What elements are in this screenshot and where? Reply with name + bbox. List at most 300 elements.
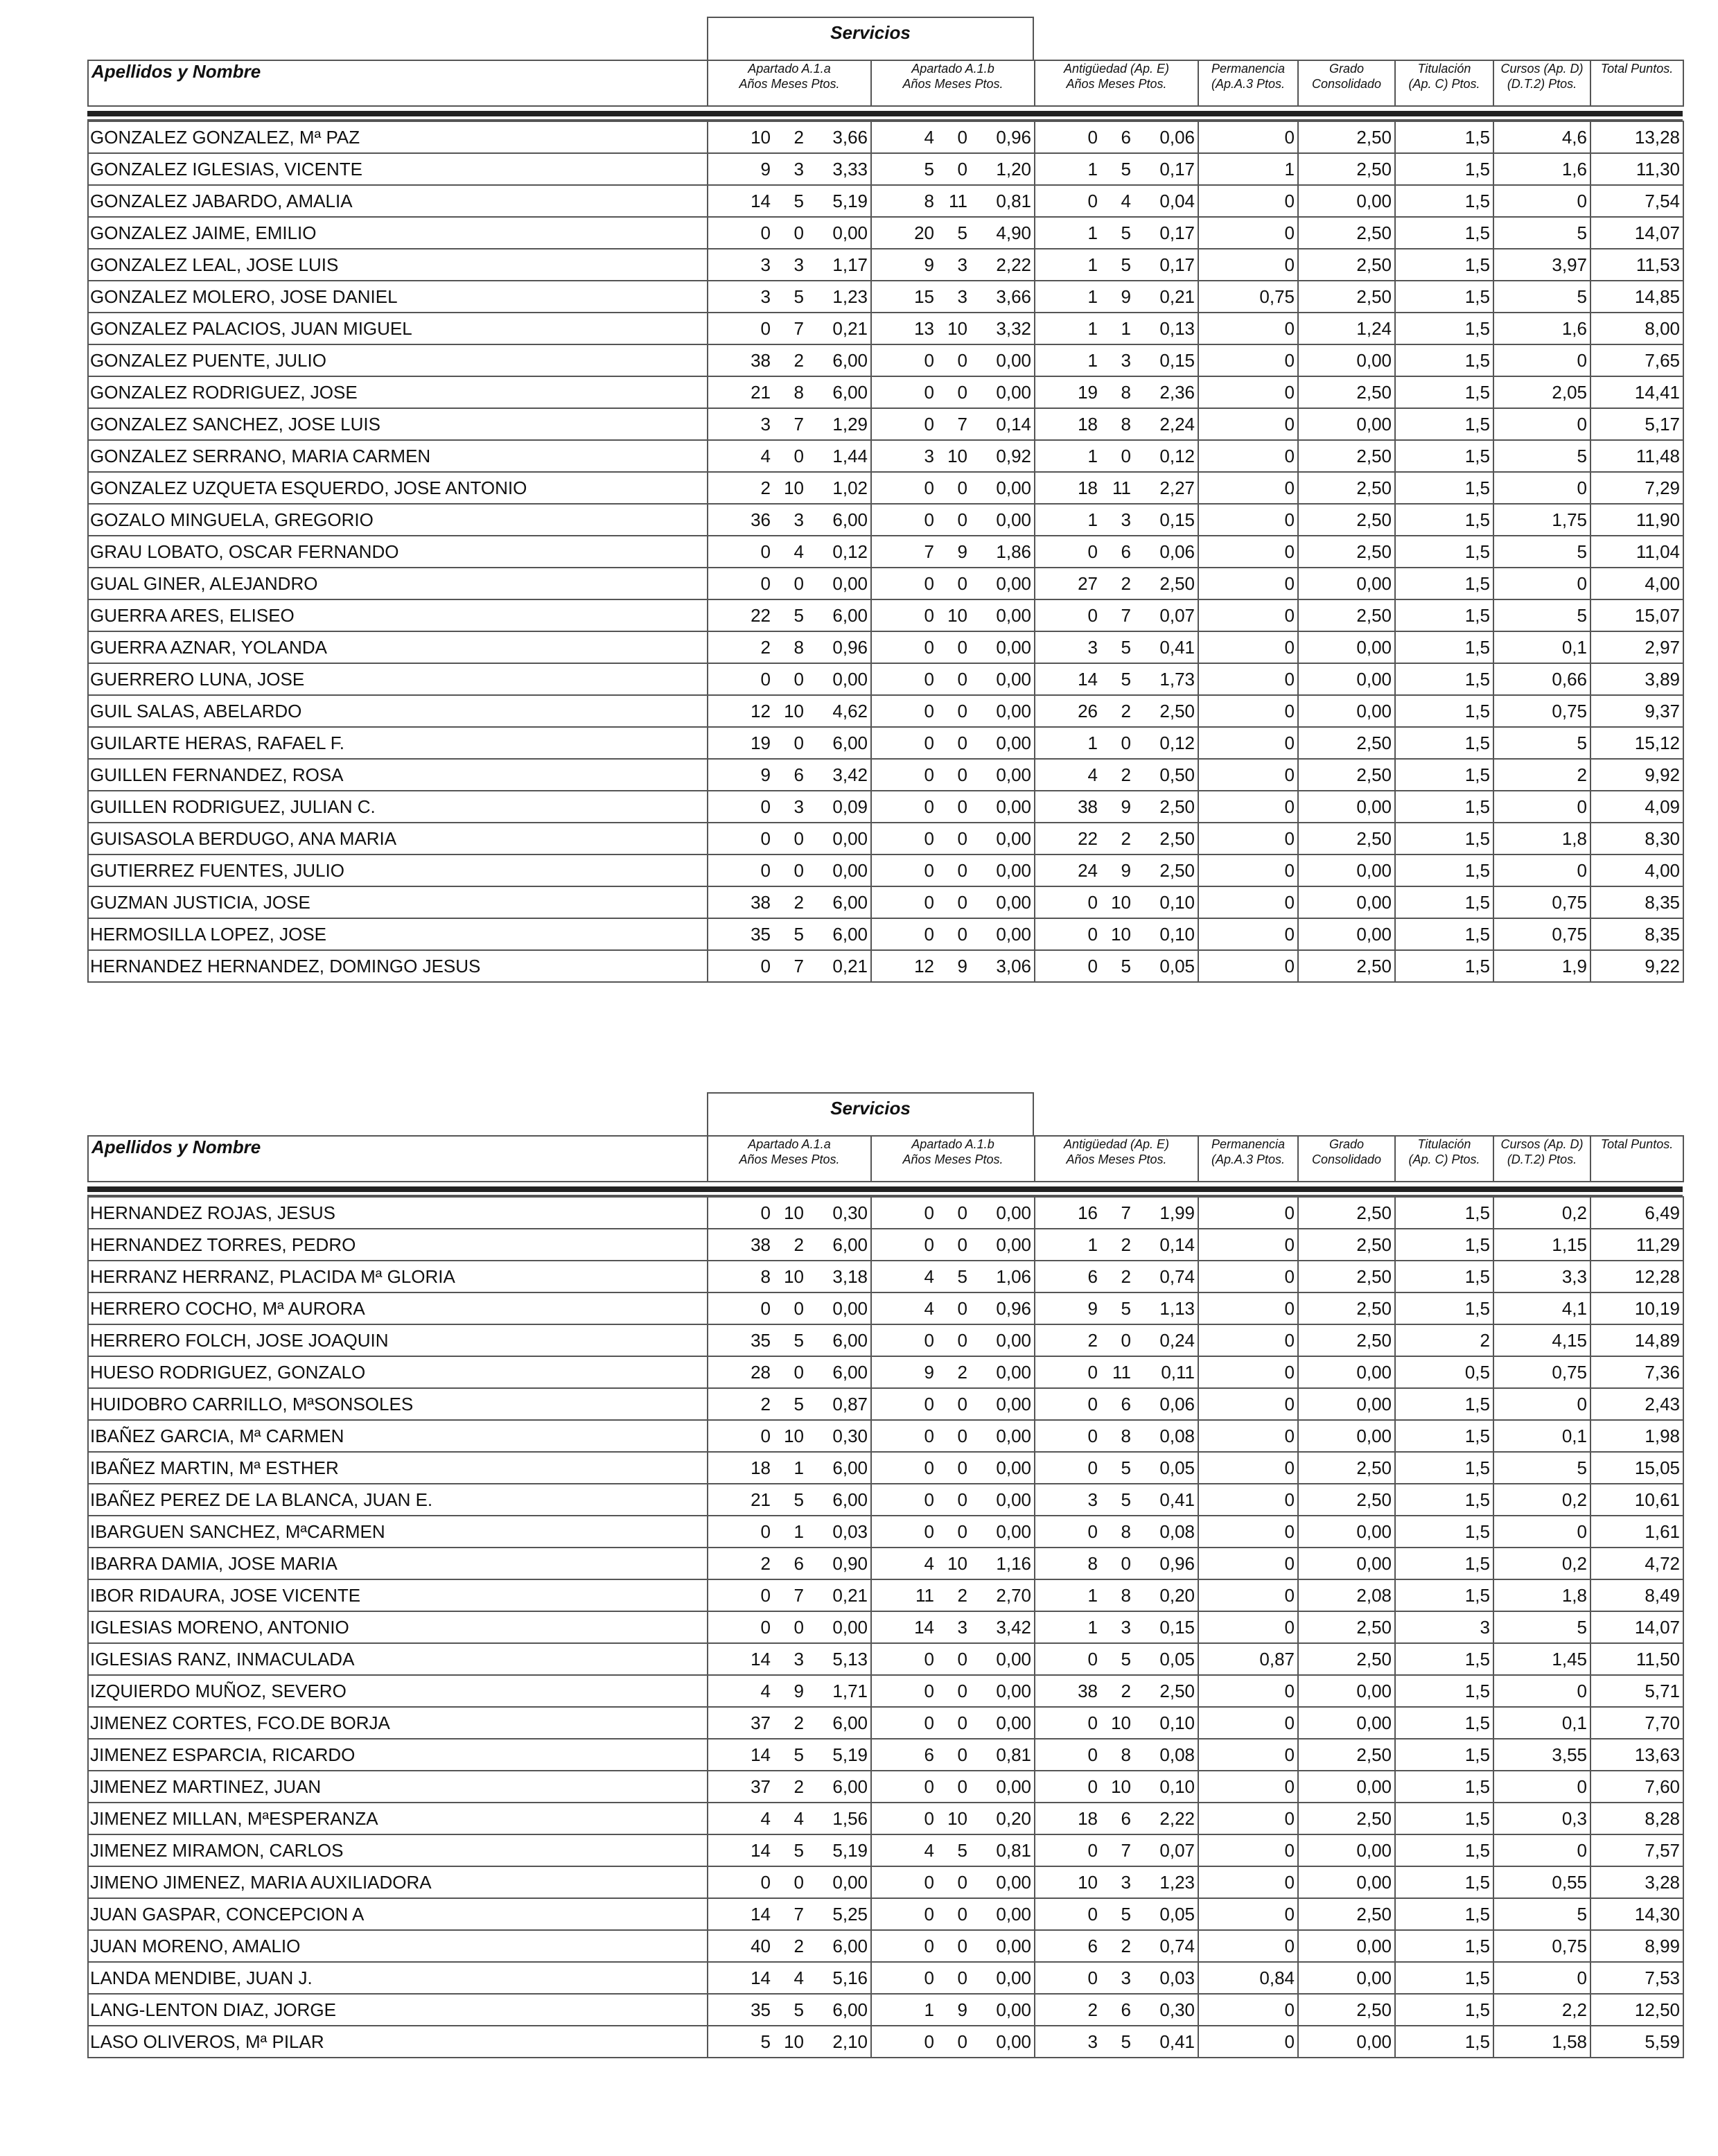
cell-a1b <box>871 918 1035 950</box>
cell-a1a-years: 2 <box>760 1552 771 1574</box>
cell-grado: 2,50 <box>1298 472 1395 504</box>
cell-a1b-years: 20 <box>914 222 934 243</box>
cell-grado: 2,50 <box>1298 1611 1395 1643</box>
cell-a1a-months: 0 <box>794 1361 804 1383</box>
cell-a1b <box>871 1898 1035 1930</box>
cell-a1a-points: 0,00 <box>832 668 868 690</box>
cell-a1b-points: 0,00 <box>996 1202 1031 1223</box>
cell-name: GUISASOLA BERDUGO, ANA MARIA <box>88 823 708 854</box>
cell-cursos: 0 <box>1493 344 1590 376</box>
cell-a1b <box>871 2026 1035 2058</box>
cell-antig-years: 10 <box>1078 1871 1098 1893</box>
cell-antig <box>1035 1643 1198 1675</box>
cell-antig <box>1035 504 1198 536</box>
cell-perm: 1 <box>1198 153 1298 185</box>
cell-antig-months: 6 <box>1121 126 1131 148</box>
cell-a1b-years: 6 <box>924 1744 934 1765</box>
cell-grado: 2,50 <box>1298 727 1395 759</box>
cell-a1a-years: 14 <box>751 1744 771 1765</box>
cell-a1b-years: 0 <box>924 413 934 435</box>
cell-a1b <box>871 950 1035 982</box>
cell-a1a-years: 3 <box>760 254 771 275</box>
cell-antig-points: 1,13 <box>1159 1297 1195 1319</box>
cell-antig-points: 0,21 <box>1159 286 1195 307</box>
cell-perm: 0 <box>1198 1611 1298 1643</box>
cell-perm: 0 <box>1198 727 1298 759</box>
cell-a1a-months: 6 <box>794 1552 804 1574</box>
cell-perm: 0 <box>1198 568 1298 599</box>
cell-titul: 1,5 <box>1395 1197 1493 1229</box>
cell-a1b-months: 0 <box>957 700 967 721</box>
cell-a1a-points: 0,00 <box>832 1871 868 1893</box>
cell-a1a-years: 10 <box>751 126 771 148</box>
cell-titul: 1,5 <box>1395 1994 1493 2026</box>
cell-antig-years: 0 <box>1087 1393 1098 1414</box>
cell-titul: 1,5 <box>1395 1707 1493 1739</box>
cell-a1a <box>708 153 871 185</box>
cell-a1b <box>871 1388 1035 1420</box>
cell-cursos: 0,2 <box>1493 1197 1590 1229</box>
cell-total: 13,28 <box>1590 121 1683 153</box>
cell-antig-points: 0,07 <box>1159 1839 1195 1861</box>
cell-total: 1,98 <box>1590 1420 1683 1452</box>
cell-name: IBARGUEN SANCHEZ, MªCARMEN <box>88 1516 708 1548</box>
cell-perm: 0 <box>1198 121 1298 153</box>
cell-perm: 0 <box>1198 504 1298 536</box>
cell-antig <box>1035 1930 1198 1962</box>
cell-a1b-months: 0 <box>957 1967 967 1988</box>
cell-a1b-months: 0 <box>957 636 967 658</box>
cell-a1b-years: 14 <box>914 1616 934 1638</box>
cell-a1a-points: 6,00 <box>832 732 868 753</box>
cell-a1b <box>871 727 1035 759</box>
cell-titul: 1,5 <box>1395 281 1493 313</box>
cell-grado: 0,00 <box>1298 1930 1395 1962</box>
cell-a1a-years: 0 <box>760 1202 771 1223</box>
cell-a1a <box>708 313 871 344</box>
cell-perm: 0 <box>1198 950 1298 982</box>
cell-name: JUAN MORENO, AMALIO <box>88 1930 708 1962</box>
cell-antig-months: 5 <box>1121 254 1131 275</box>
cell-a1b-points: 0,00 <box>996 1457 1031 1478</box>
cell-a1b-months: 0 <box>957 1425 967 1446</box>
cell-a1b-points: 1,06 <box>996 1265 1031 1287</box>
cell-a1a-months: 5 <box>794 1999 804 2020</box>
cell-a1a-months: 10 <box>784 2031 804 2052</box>
cell-a1b-years: 0 <box>924 1903 934 1925</box>
cell-antig <box>1035 1962 1198 1994</box>
cell-cursos: 0,55 <box>1493 1866 1590 1898</box>
cell-a1b <box>871 536 1035 568</box>
cell-antig-months: 2 <box>1121 1935 1131 1956</box>
cell-name: IGLESIAS RANZ, INMACULADA <box>88 1643 708 1675</box>
cell-antig-years: 0 <box>1087 955 1098 976</box>
cell-perm: 0 <box>1198 631 1298 663</box>
cell-grado: 2,50 <box>1298 504 1395 536</box>
cell-a1b-points: 0,00 <box>996 636 1031 658</box>
cell-antig-months: 4 <box>1121 190 1131 211</box>
cell-antig <box>1035 1771 1198 1803</box>
cell-a1b-months: 0 <box>957 2031 967 2052</box>
cell-a1a <box>708 1452 871 1484</box>
cell-a1b <box>871 599 1035 631</box>
cell-name: GUILARTE HERAS, RAFAEL F. <box>88 727 708 759</box>
cell-name: GONZALEZ MOLERO, JOSE DANIEL <box>88 281 708 313</box>
cell-a1a-years: 38 <box>751 891 771 913</box>
cell-a1a <box>708 1484 871 1516</box>
cell-antig-points: 1,73 <box>1159 668 1195 690</box>
cell-a1b-points: 0,00 <box>996 1361 1031 1383</box>
cell-a1a <box>708 1356 871 1388</box>
cell-antig-years: 3 <box>1087 636 1098 658</box>
cell-antig-points: 0,96 <box>1159 1552 1195 1574</box>
cell-antig-years: 1 <box>1087 509 1098 530</box>
cell-total: 7,54 <box>1590 185 1683 217</box>
cell-a1a-points: 0,00 <box>832 1616 868 1638</box>
cell-cursos: 0,75 <box>1493 918 1590 950</box>
cell-antig-points: 2,24 <box>1159 413 1195 435</box>
cell-grado: 2,50 <box>1298 536 1395 568</box>
cell-a1b-points: 0,00 <box>996 827 1031 849</box>
table-row <box>88 1452 1683 1484</box>
cell-a1a <box>708 1994 871 2026</box>
cell-titul: 1,5 <box>1395 1834 1493 1866</box>
cell-a1b <box>871 1739 1035 1771</box>
cell-perm: 0 <box>1198 663 1298 695</box>
cell-a1a-years: 0 <box>760 796 771 817</box>
column-header-a1a-line: Años Meses Ptos. <box>739 77 840 91</box>
cell-grado: 0,00 <box>1298 886 1395 918</box>
cell-name: HERNANDEZ HERNANDEZ, DOMINGO JESUS <box>88 950 708 982</box>
cell-antig-points: 0,05 <box>1159 1903 1195 1925</box>
cell-a1a-points: 1,56 <box>832 1807 868 1829</box>
table-row <box>88 1803 1683 1834</box>
cell-titul: 1,5 <box>1395 727 1493 759</box>
cell-a1a <box>708 1739 871 1771</box>
cell-titul: 1,5 <box>1395 1898 1493 1930</box>
cell-perm: 0 <box>1198 1675 1298 1707</box>
table-row <box>88 854 1683 886</box>
cell-total: 4,09 <box>1590 791 1683 823</box>
cell-a1b <box>871 1930 1035 1962</box>
cell-a1b-years: 1 <box>924 1999 934 2020</box>
cell-a1a-years: 4 <box>760 445 771 466</box>
cell-perm: 0 <box>1198 599 1298 631</box>
cell-antig <box>1035 1898 1198 1930</box>
cell-antig-months: 0 <box>1121 1329 1131 1351</box>
cell-a1b-months: 5 <box>957 1839 967 1861</box>
cell-antig-years: 1 <box>1087 349 1098 371</box>
cell-antig-years: 0 <box>1087 1361 1098 1383</box>
cell-a1a-years: 14 <box>751 190 771 211</box>
cell-antig-points: 0,17 <box>1159 158 1195 179</box>
cell-a1b <box>871 695 1035 727</box>
cell-a1a <box>708 1197 871 1229</box>
cell-a1a-months: 3 <box>794 1648 804 1669</box>
cell-total: 3,28 <box>1590 1866 1683 1898</box>
cell-a1b-years: 0 <box>924 1807 934 1829</box>
cell-antig-points: 1,99 <box>1159 1202 1195 1223</box>
cell-a1a-months: 2 <box>794 891 804 913</box>
table-row <box>88 599 1683 631</box>
cell-name: GOZALO MINGUELA, GREGORIO <box>88 504 708 536</box>
cell-cursos: 4,6 <box>1493 121 1590 153</box>
cell-a1b <box>871 1292 1035 1324</box>
cell-a1a-months: 2 <box>794 1935 804 1956</box>
cell-antig <box>1035 249 1198 281</box>
cell-cursos: 1,45 <box>1493 1643 1590 1675</box>
cell-a1b-years: 0 <box>924 381 934 403</box>
cell-antig-years: 18 <box>1078 413 1098 435</box>
cell-a1b-months: 10 <box>947 317 967 339</box>
cell-titul: 1,5 <box>1395 631 1493 663</box>
cell-titul: 1,5 <box>1395 1962 1493 1994</box>
cell-antig-months: 5 <box>1121 158 1131 179</box>
cell-a1b-months: 0 <box>957 1393 967 1414</box>
column-header-antig-line: Antigüedad (Ap. E) <box>1063 1137 1170 1151</box>
cell-a1b-points: 0,00 <box>996 923 1031 945</box>
cell-antig-points: 0,17 <box>1159 254 1195 275</box>
cell-antig-months: 0 <box>1121 445 1131 466</box>
cell-a1a-years: 35 <box>751 1999 771 2020</box>
cell-a1b-points: 0,14 <box>996 413 1031 435</box>
table-row <box>88 1261 1683 1292</box>
column-header-titul-line: Titulación <box>1417 62 1471 76</box>
cell-total: 8,00 <box>1590 313 1683 344</box>
cell-antig <box>1035 663 1198 695</box>
cell-a1a-points: 5,19 <box>832 1839 868 1861</box>
column-header-cursos-line: (D.T.2) Ptos. <box>1507 77 1577 91</box>
table-row <box>88 1324 1683 1356</box>
cell-total: 8,35 <box>1590 886 1683 918</box>
cell-antig <box>1035 791 1198 823</box>
cell-a1a-years: 0 <box>760 1425 771 1446</box>
cell-a1b <box>871 1420 1035 1452</box>
cell-a1b <box>871 217 1035 249</box>
cell-a1a <box>708 1803 871 1834</box>
table-row <box>88 886 1683 918</box>
column-header-grado-line: Grado <box>1329 62 1365 76</box>
cell-a1a <box>708 1643 871 1675</box>
cell-cursos: 4,1 <box>1493 1292 1590 1324</box>
cell-antig-years: 0 <box>1087 1520 1098 1542</box>
cell-grado: 2,50 <box>1298 217 1395 249</box>
cell-a1a-years: 0 <box>760 668 771 690</box>
table-row <box>88 472 1683 504</box>
cell-a1b-months: 0 <box>957 126 967 148</box>
cell-antig-points: 0,12 <box>1159 732 1195 753</box>
cell-a1a-points: 3,42 <box>832 764 868 785</box>
cell-antig-points: 0,06 <box>1159 1393 1195 1414</box>
cell-perm: 0 <box>1198 185 1298 217</box>
cell-antig-points: 0,08 <box>1159 1425 1195 1446</box>
cell-antig-years: 0 <box>1087 891 1098 913</box>
table-row <box>88 217 1683 249</box>
cell-a1b-years: 0 <box>924 1871 934 1893</box>
cell-grado: 2,50 <box>1298 1261 1395 1292</box>
cell-a1a-points: 0,87 <box>832 1393 868 1414</box>
cell-antig-years: 9 <box>1087 1297 1098 1319</box>
cell-name: GUIL SALAS, ABELARDO <box>88 695 708 727</box>
cell-perm: 0 <box>1198 217 1298 249</box>
cell-antig-years: 24 <box>1078 859 1098 881</box>
cell-antig-points: 0,74 <box>1159 1935 1195 1956</box>
cell-antig-points: 2,27 <box>1159 477 1195 498</box>
cell-antig-points: 2,36 <box>1159 381 1195 403</box>
column-header-antig-line: Antigüedad (Ap. E) <box>1063 62 1170 76</box>
cell-antig-months: 10 <box>1111 1712 1131 1733</box>
table-row <box>88 759 1683 791</box>
cell-titul: 1,5 <box>1395 599 1493 631</box>
cell-a1a-points: 5,25 <box>832 1903 868 1925</box>
column-header-a1a <box>708 1136 871 1182</box>
cell-perm: 0 <box>1198 1739 1298 1771</box>
cell-a1b-years: 0 <box>924 668 934 690</box>
cell-total: 15,05 <box>1590 1452 1683 1484</box>
cell-total: 14,89 <box>1590 1324 1683 1356</box>
cell-antig-points: 0,11 <box>1161 1361 1195 1383</box>
cell-a1a-years: 3 <box>760 413 771 435</box>
cell-name: GUAL GINER, ALEJANDRO <box>88 568 708 599</box>
cell-a1b-points: 0,00 <box>996 1329 1031 1351</box>
cell-antig <box>1035 1292 1198 1324</box>
cell-a1b-months: 9 <box>957 1999 967 2020</box>
column-header-a1b-line: Años Meses Ptos. <box>902 1153 1003 1166</box>
cell-a1a-years: 4 <box>760 1680 771 1701</box>
cell-cursos: 1,15 <box>1493 1229 1590 1261</box>
cell-a1b-years: 0 <box>924 1712 934 1733</box>
cell-titul: 1,5 <box>1395 121 1493 153</box>
cell-antig-months: 5 <box>1121 2031 1131 2052</box>
cell-antig-months: 9 <box>1121 859 1131 881</box>
cell-cursos: 0 <box>1493 1675 1590 1707</box>
cell-antig-years: 0 <box>1087 190 1098 211</box>
cell-a1a-points: 6,00 <box>832 509 868 530</box>
column-header-a1a <box>708 60 871 106</box>
cell-name: GUILLEN RODRIGUEZ, JULIAN C. <box>88 791 708 823</box>
cell-grado: 0,00 <box>1298 695 1395 727</box>
cell-a1a-years: 0 <box>760 1520 771 1542</box>
cell-a1b-months: 10 <box>947 1552 967 1574</box>
cell-perm: 0 <box>1198 1803 1298 1834</box>
cell-antig <box>1035 1675 1198 1707</box>
column-header-antig <box>1035 1136 1198 1182</box>
table-row <box>88 249 1683 281</box>
cell-a1b-years: 0 <box>924 827 934 849</box>
cell-name: GUTIERREZ FUENTES, JULIO <box>88 854 708 886</box>
cell-a1a <box>708 918 871 950</box>
cell-antig-points: 0,06 <box>1159 541 1195 562</box>
cell-titul: 1,5 <box>1395 1579 1493 1611</box>
cell-name: HERNANDEZ ROJAS, JESUS <box>88 1197 708 1229</box>
cell-antig-points: 2,50 <box>1159 572 1195 594</box>
cell-antig-years: 1 <box>1087 732 1098 753</box>
cell-grado: 2,50 <box>1298 759 1395 791</box>
table-row <box>88 1994 1683 2026</box>
cell-antig <box>1035 854 1198 886</box>
cell-perm: 0 <box>1198 1771 1298 1803</box>
table-row <box>88 1516 1683 1548</box>
cell-a1a-years: 0 <box>760 222 771 243</box>
cell-antig-months: 2 <box>1121 1680 1131 1701</box>
cell-a1b-months: 0 <box>957 158 967 179</box>
cell-antig-points: 0,30 <box>1159 1999 1195 2020</box>
cell-total: 4,00 <box>1590 568 1683 599</box>
column-header-perm-line: (Ap.A.3 Ptos. <box>1211 77 1286 91</box>
cell-a1a-months: 5 <box>794 1839 804 1861</box>
cell-grado: 2,08 <box>1298 1579 1395 1611</box>
cell-antig-years: 18 <box>1078 1807 1098 1829</box>
table-row <box>88 281 1683 313</box>
cell-antig-months: 9 <box>1121 796 1131 817</box>
cell-antig <box>1035 2026 1198 2058</box>
cell-a1a-points: 0,09 <box>832 796 868 817</box>
cell-titul: 1,5 <box>1395 1643 1493 1675</box>
table-row <box>88 344 1683 376</box>
cell-grado: 0,00 <box>1298 568 1395 599</box>
cell-perm: 0 <box>1198 1994 1298 2026</box>
table-body <box>87 121 1684 983</box>
cell-grado: 2,50 <box>1298 599 1395 631</box>
cell-a1a-points: 5,19 <box>832 190 868 211</box>
cell-a1a-months: 8 <box>794 636 804 658</box>
cell-total: 12,28 <box>1590 1261 1683 1292</box>
cell-antig-years: 0 <box>1087 541 1098 562</box>
cell-a1b-months: 0 <box>957 1329 967 1351</box>
cell-antig-months: 7 <box>1121 1839 1131 1861</box>
cell-a1a <box>708 121 871 153</box>
cell-name: JIMENEZ CORTES, FCO.DE BORJA <box>88 1707 708 1739</box>
cell-antig <box>1035 1229 1198 1261</box>
cell-name: GONZALEZ SERRANO, MARIA CARMEN <box>88 440 708 472</box>
cell-a1b-points: 0,00 <box>996 1425 1031 1446</box>
cell-a1b <box>871 344 1035 376</box>
cell-antig <box>1035 695 1198 727</box>
cell-a1b-points: 0,00 <box>996 700 1031 721</box>
table-row <box>88 153 1683 185</box>
cell-name: GONZALEZ SANCHEZ, JOSE LUIS <box>88 408 708 440</box>
cell-antig-years: 38 <box>1078 1680 1098 1701</box>
cell-antig-months: 2 <box>1121 764 1131 785</box>
cell-a1a <box>708 1707 871 1739</box>
cell-a1a-months: 1 <box>794 1520 804 1542</box>
cell-a1b-months: 0 <box>957 923 967 945</box>
cell-a1a-points: 0,21 <box>832 317 868 339</box>
cell-antig-points: 0,08 <box>1159 1520 1195 1542</box>
cell-a1b-years: 0 <box>924 732 934 753</box>
cell-total: 11,53 <box>1590 249 1683 281</box>
cell-perm: 0 <box>1198 1197 1298 1229</box>
cell-perm: 0 <box>1198 1898 1298 1930</box>
cell-a1a-years: 2 <box>760 477 771 498</box>
cell-a1b-months: 0 <box>957 668 967 690</box>
cell-antig-years: 1 <box>1087 286 1098 307</box>
cell-a1a-months: 0 <box>794 572 804 594</box>
cell-a1b-points: 3,42 <box>996 1616 1031 1638</box>
cell-a1a-points: 6,00 <box>832 891 868 913</box>
cell-a1a <box>708 249 871 281</box>
cell-a1a-years: 3 <box>760 286 771 307</box>
table-row <box>88 2026 1683 2058</box>
cell-antig <box>1035 886 1198 918</box>
cell-a1a-months: 0 <box>794 827 804 849</box>
table-row <box>88 1898 1683 1930</box>
cell-grado: 2,50 <box>1298 376 1395 408</box>
column-header-a1b-line: Apartado A.1.b <box>911 1137 994 1151</box>
cell-a1a-months: 5 <box>794 604 804 626</box>
cell-a1a-months: 3 <box>794 158 804 179</box>
cell-a1b-months: 0 <box>957 1903 967 1925</box>
